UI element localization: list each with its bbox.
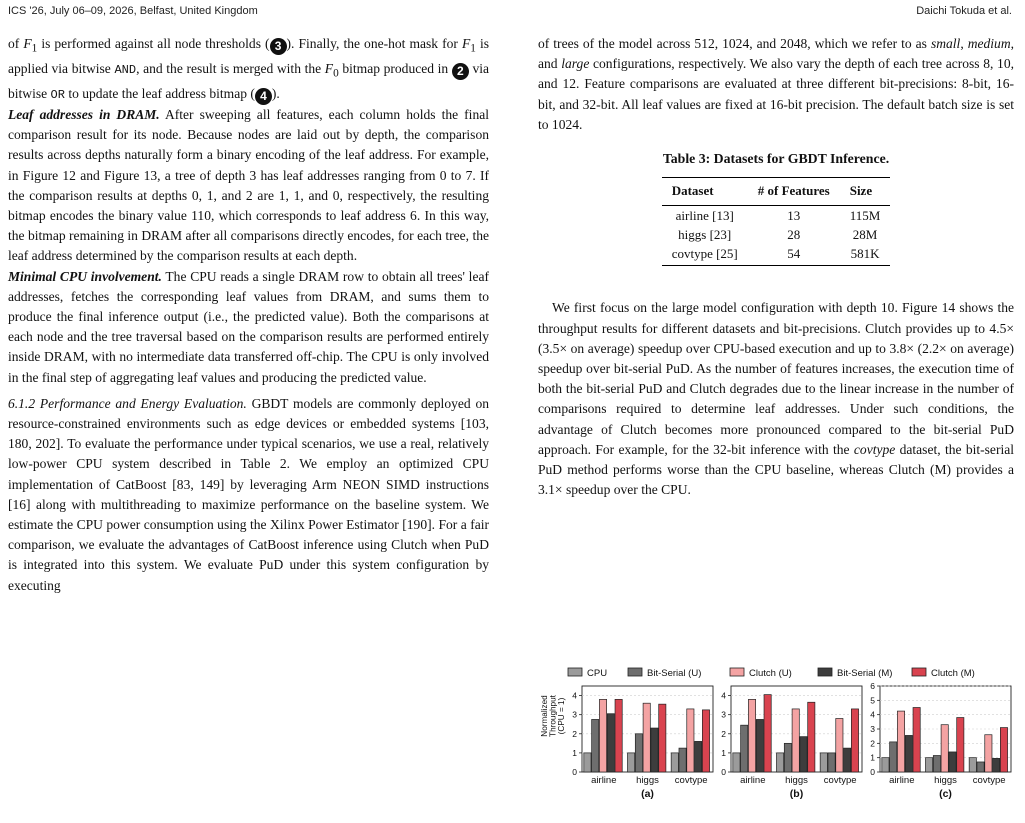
bar [584,753,591,772]
table-row [662,225,891,244]
figure-14 [538,640,1014,820]
x-tick-label: higgs [785,775,808,786]
right-column [538,34,1014,500]
bar [851,709,858,772]
y-tick-label: 1 [572,747,577,758]
bar [777,753,784,772]
bar [890,742,897,772]
bar [836,718,843,772]
run-in-heading: Minimal CPU involvement. [8,268,162,284]
bar [905,735,912,772]
bar [748,699,755,772]
paragraph-minimal-cpu: Minimal CPU involvement. The CPU reads a single DRAM row to obtain all trees' leaf addresses, fetches the corresponding leaf values from DRAM, and sums them to produce the final inference output (i.e., the predicted value). Both the comparisons at each node and the tree traversal based on the comparison results are performed entirely inside DRAM, with no intermediate data transferred off-chip. The CPU is only involved in the final step of aggregating leaf values and producing the predicted value. [8,268,489,385]
bar [957,718,964,772]
bar [828,753,835,772]
bar [592,719,599,772]
x-tick-label: airline [591,775,617,786]
table-cell: 13 [787,208,801,224]
legend-label: Bit-Serial (U) [647,668,702,679]
y-tick-label: 2 [870,738,875,749]
table-header: # of Features [748,178,840,206]
bar [756,719,763,772]
y-axis-label-line: Throughput [548,695,558,737]
bar [784,743,791,772]
bar [671,753,678,772]
run-in-heading: Leaf addresses in DRAM. [8,107,160,123]
bar [733,753,740,772]
table-cell: 28 [787,227,801,243]
running-header [8,5,1012,21]
table-header: Dataset [662,178,748,206]
paragraph-leaf-addresses: Leaf addresses in DRAM. After sweeping all features, each column holds the final comparison result for its node. Because nodes are laid out by depth, the comparison results across depths naturally form a binary encoding of the leaf address. For example, in Figure 12 and Figure 13, a tree of depth 3 has leaf addresses ranging from 0 to 7. If the comparison results at depths 0, 1, and 2 are 1, 1, and 0, respectively, the resulting bitmap encodes the binary value 110, which corresponds to leaf address 6. In this way, the bitmap remaining in DRAM after all comparisons directly encodes, for each tree, the leaf address determined by the comparison results at each depth. [8,107,489,264]
bar [628,753,635,772]
legend-label: Bit-Serial (M) [837,668,893,679]
x-tick-label: higgs [636,775,659,786]
table-cell: 581K [840,244,891,266]
bar [808,702,815,772]
y-tick-label: 0 [572,767,577,777]
y-tick-label: 3 [572,709,577,720]
bar [993,758,1000,772]
legend-label: CPU [587,668,608,679]
paragraph-configurations: of trees of the model across 512, 1024, and 2048, which we refer to as small, medium, and large configurations, respectively. We also vary the depth of each tree across 8, 10, and 12. Feature comparisons are evaluated at three different bit-precisions: 8-bit, 16-bit, and 32-bit. All leaf values are fixed at 16-bit precision. The default batch size is set to 1024. [538,36,1014,132]
bar [844,748,851,772]
legend-swatch [912,668,926,676]
y-tick-label: 4 [572,690,577,701]
step-4-marker: 4 [255,88,272,105]
y-tick-label: 6 [870,681,875,691]
legend-label: Clutch (U) [749,668,792,679]
bar [913,708,920,773]
table-header: Size [840,178,891,206]
table-row [662,206,891,226]
bar [764,695,771,772]
table-cell: 54 [748,244,840,266]
y-tick-label: 1 [721,747,726,758]
legend-swatch [628,668,642,676]
bar [695,741,702,772]
bar [792,709,799,772]
table-cell: airline [13] [675,208,734,224]
table-row [662,244,891,266]
y-tick-label: 1 [870,752,875,763]
bar [635,734,642,772]
y-tick-label: 2 [572,728,577,739]
bar [607,714,614,772]
bar [643,703,650,772]
y-tick-label: 5 [870,695,875,706]
throughput-figure-svg [538,640,1014,818]
bar [659,704,666,772]
legend-label: Clutch (M) [931,668,975,679]
bar [882,758,889,772]
x-tick-label: covtype [972,775,1006,786]
bar [820,753,827,772]
y-tick-label: 4 [870,709,875,720]
bar [702,710,709,772]
header-authors: Daichi Tokuda et al. [916,5,1012,17]
legend-swatch [730,668,744,676]
bar [985,735,992,772]
bar [941,725,948,772]
panel-label: (a) [641,788,654,800]
y-tick-label: 4 [721,690,726,701]
step-2-marker: 2 [452,63,469,80]
header-venue: ICS '26, July 06–09, 2026, Belfast, United Kingdom [8,5,258,17]
subsection-heading: 6.1.2 Performance and Energy Evaluation. [8,395,247,411]
table-cell: 115M [849,208,881,224]
x-tick-label: covtype [823,775,857,786]
paragraph-throughput-results: We first focus on the large model configuration with depth 10. Figure 14 shows the throughput results for different datasets and bit-precisions. Clutch provides up to 4.5× (3.5× on average) speedup over CPU-based execution and up to 3.8× (2.2× on average) speedup over bit-serial PuD. As the number of features increases, the execution time of both the bit-serial PuD and Clutch degrades due to the linear increase in the number of comparisons required to determine leaf addresses. Under such conditions, the advantage of Clutch becomes more pronounced compared to the bit-serial PuD approach. For example, for the 32-bit inference with the covtype dataset, the bit-serial PuD method performs worse than the CPU baseline, whereas Clutch (M) provides a 3.1× speedup over the CPU. [538,300,1014,498]
paragraph-bitmap-merge: of $F_1$ is performed against all node thresholds ( 3 ). Finally, the one-hot mask for $F_1$ is applied via bitwise AND, and the result is merged with the $F_0$ bitmap produced in 2 via bitwise OR to update the leaf address bitmap ( 4 ). [8,36,490,103]
panel-label: (c) [939,788,952,800]
bar [969,758,976,772]
bar [977,762,984,772]
bar [599,699,606,772]
y-tick-label: 2 [721,728,726,739]
datasets-table [662,177,891,266]
paragraph-performance-energy: 6.1.2 Performance and Energy Evaluation. GBDT models are commonly deployed on resource-constrained environments such as edge devices or embedded systems [103, 180, 202]. To evaluate the performance under typical scenarios, we use a real, relatively low-power CPU system described in Table 2. We employ an optimized CPU implementation of CatBoost [83, 149] by leveraging Arm NEON SIMD instructions [16] along with multithreading to maximize performance on the baseline system. We estimate the CPU power consumption using the Xilinx Power Estimator [190]. For a fair comparison, we evaluate the advantages of CatBoost inference using Clutch when PuD is integrated into this system. We evaluate PuD under this system configuration by executing [8,395,489,593]
step-3-marker: 3 [270,38,287,55]
table-caption: Table 3: Datasets for GBDT Inference. [662,151,890,167]
y-axis-label-line: (CPU = 1) [557,697,566,735]
y-tick-label: 3 [721,709,726,720]
bar [1000,728,1007,772]
table-cell: covtype [25] [662,244,748,266]
y-tick-label: 0 [870,767,875,777]
legend-swatch [818,668,832,676]
left-column [8,34,489,596]
bar [800,737,807,772]
bar [933,756,940,772]
bar [651,728,658,772]
x-tick-label: airline [889,775,915,786]
x-tick-label: covtype [674,775,708,786]
bar [687,709,694,772]
bar [926,758,933,772]
y-axis-label-line: Normalized [540,695,549,737]
table-header-row [662,178,891,206]
y-tick-label: 0 [721,767,726,777]
bar [897,711,904,772]
bar [615,699,622,772]
bar [679,748,686,772]
bar [949,752,956,772]
legend-swatch [568,668,582,676]
x-tick-label: airline [740,775,766,786]
table-cell: higgs [23] [678,227,732,243]
bar [741,725,748,772]
y-tick-label: 3 [870,724,875,734]
panel-label: (b) [789,788,804,800]
table-cell: 28M [852,227,878,243]
x-tick-label: higgs [934,775,957,786]
